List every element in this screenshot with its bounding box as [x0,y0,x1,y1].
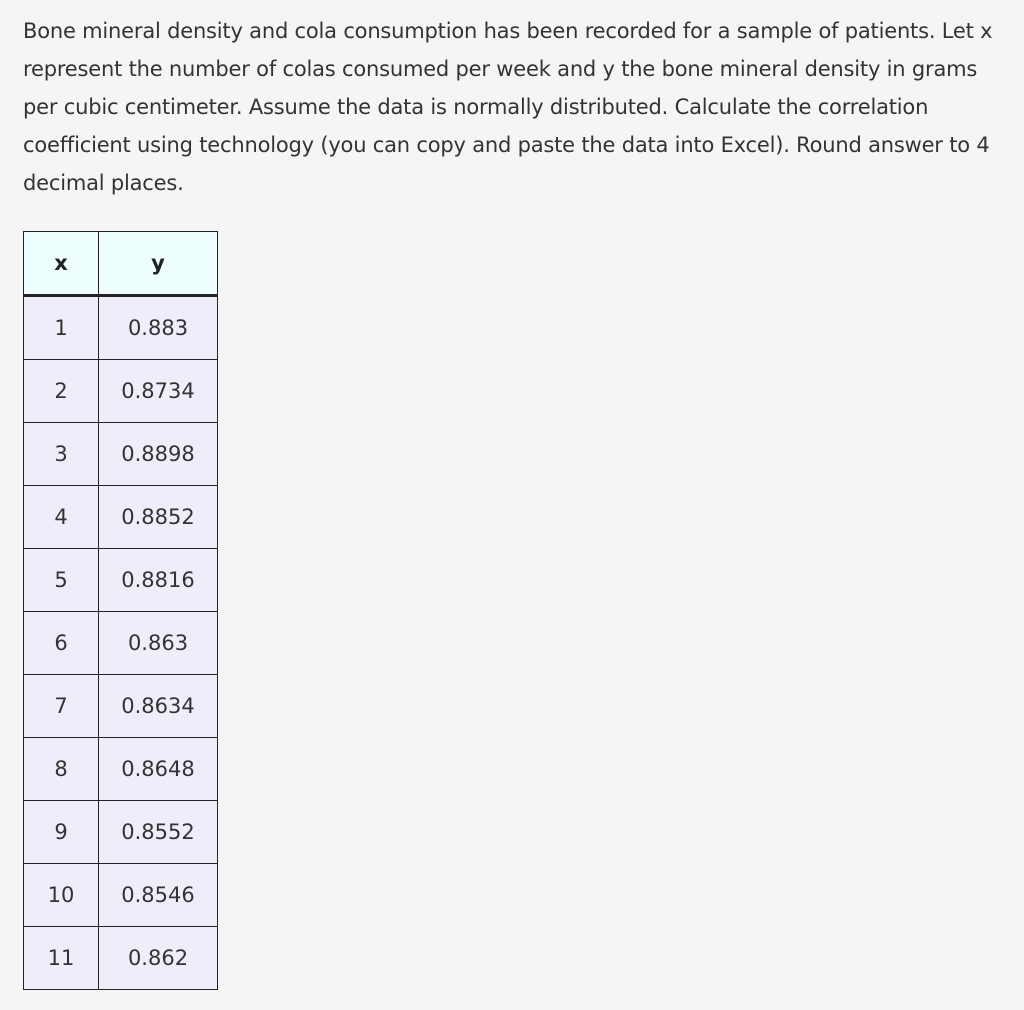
header-y: y [99,232,218,296]
cell-x: 1 [24,296,99,360]
cell-x: 7 [24,675,99,738]
cell-x: 6 [24,612,99,675]
cell-x: 11 [24,927,99,990]
table-row [24,296,218,360]
cell-y: 0.8898 [99,423,218,486]
table-row [24,486,218,549]
cell-x: 8 [24,738,99,801]
cell-x: 4 [24,486,99,549]
data-table [23,231,218,990]
cell-y: 0.863 [99,612,218,675]
cell-x: 3 [24,423,99,486]
header-x: x [24,232,99,296]
cell-y: 0.8648 [99,738,218,801]
cell-y: 0.8634 [99,675,218,738]
cell-x: 9 [24,801,99,864]
table-row [24,801,218,864]
cell-y: 0.8552 [99,801,218,864]
table-row [24,360,218,423]
cell-x: 5 [24,549,99,612]
question-text: Bone mineral density and cola consumption has been recorded for a sample of patients. Let x represent the number of colas consumed per week and y the bone mineral density in grams per cubic centimeter. Assume the data is normally distributed. Calculate the correlation coefficient using technology (you can copy and paste the data into Excel). Round answer to 4 decimal places. [23,19,993,195]
cell-x: 2 [24,360,99,423]
cell-y: 0.8734 [99,360,218,423]
cell-y: 0.8852 [99,486,218,549]
cell-x: 10 [24,864,99,927]
table-row [24,927,218,990]
table-row [24,738,218,801]
cell-y: 0.883 [99,296,218,360]
table-row [24,549,218,612]
table-row [24,612,218,675]
cell-y: 0.8816 [99,549,218,612]
cell-y: 0.8546 [99,864,218,927]
table-row [24,423,218,486]
table-row [24,675,218,738]
table-header-row [24,232,218,296]
cell-y: 0.862 [99,927,218,990]
table-row [24,864,218,927]
